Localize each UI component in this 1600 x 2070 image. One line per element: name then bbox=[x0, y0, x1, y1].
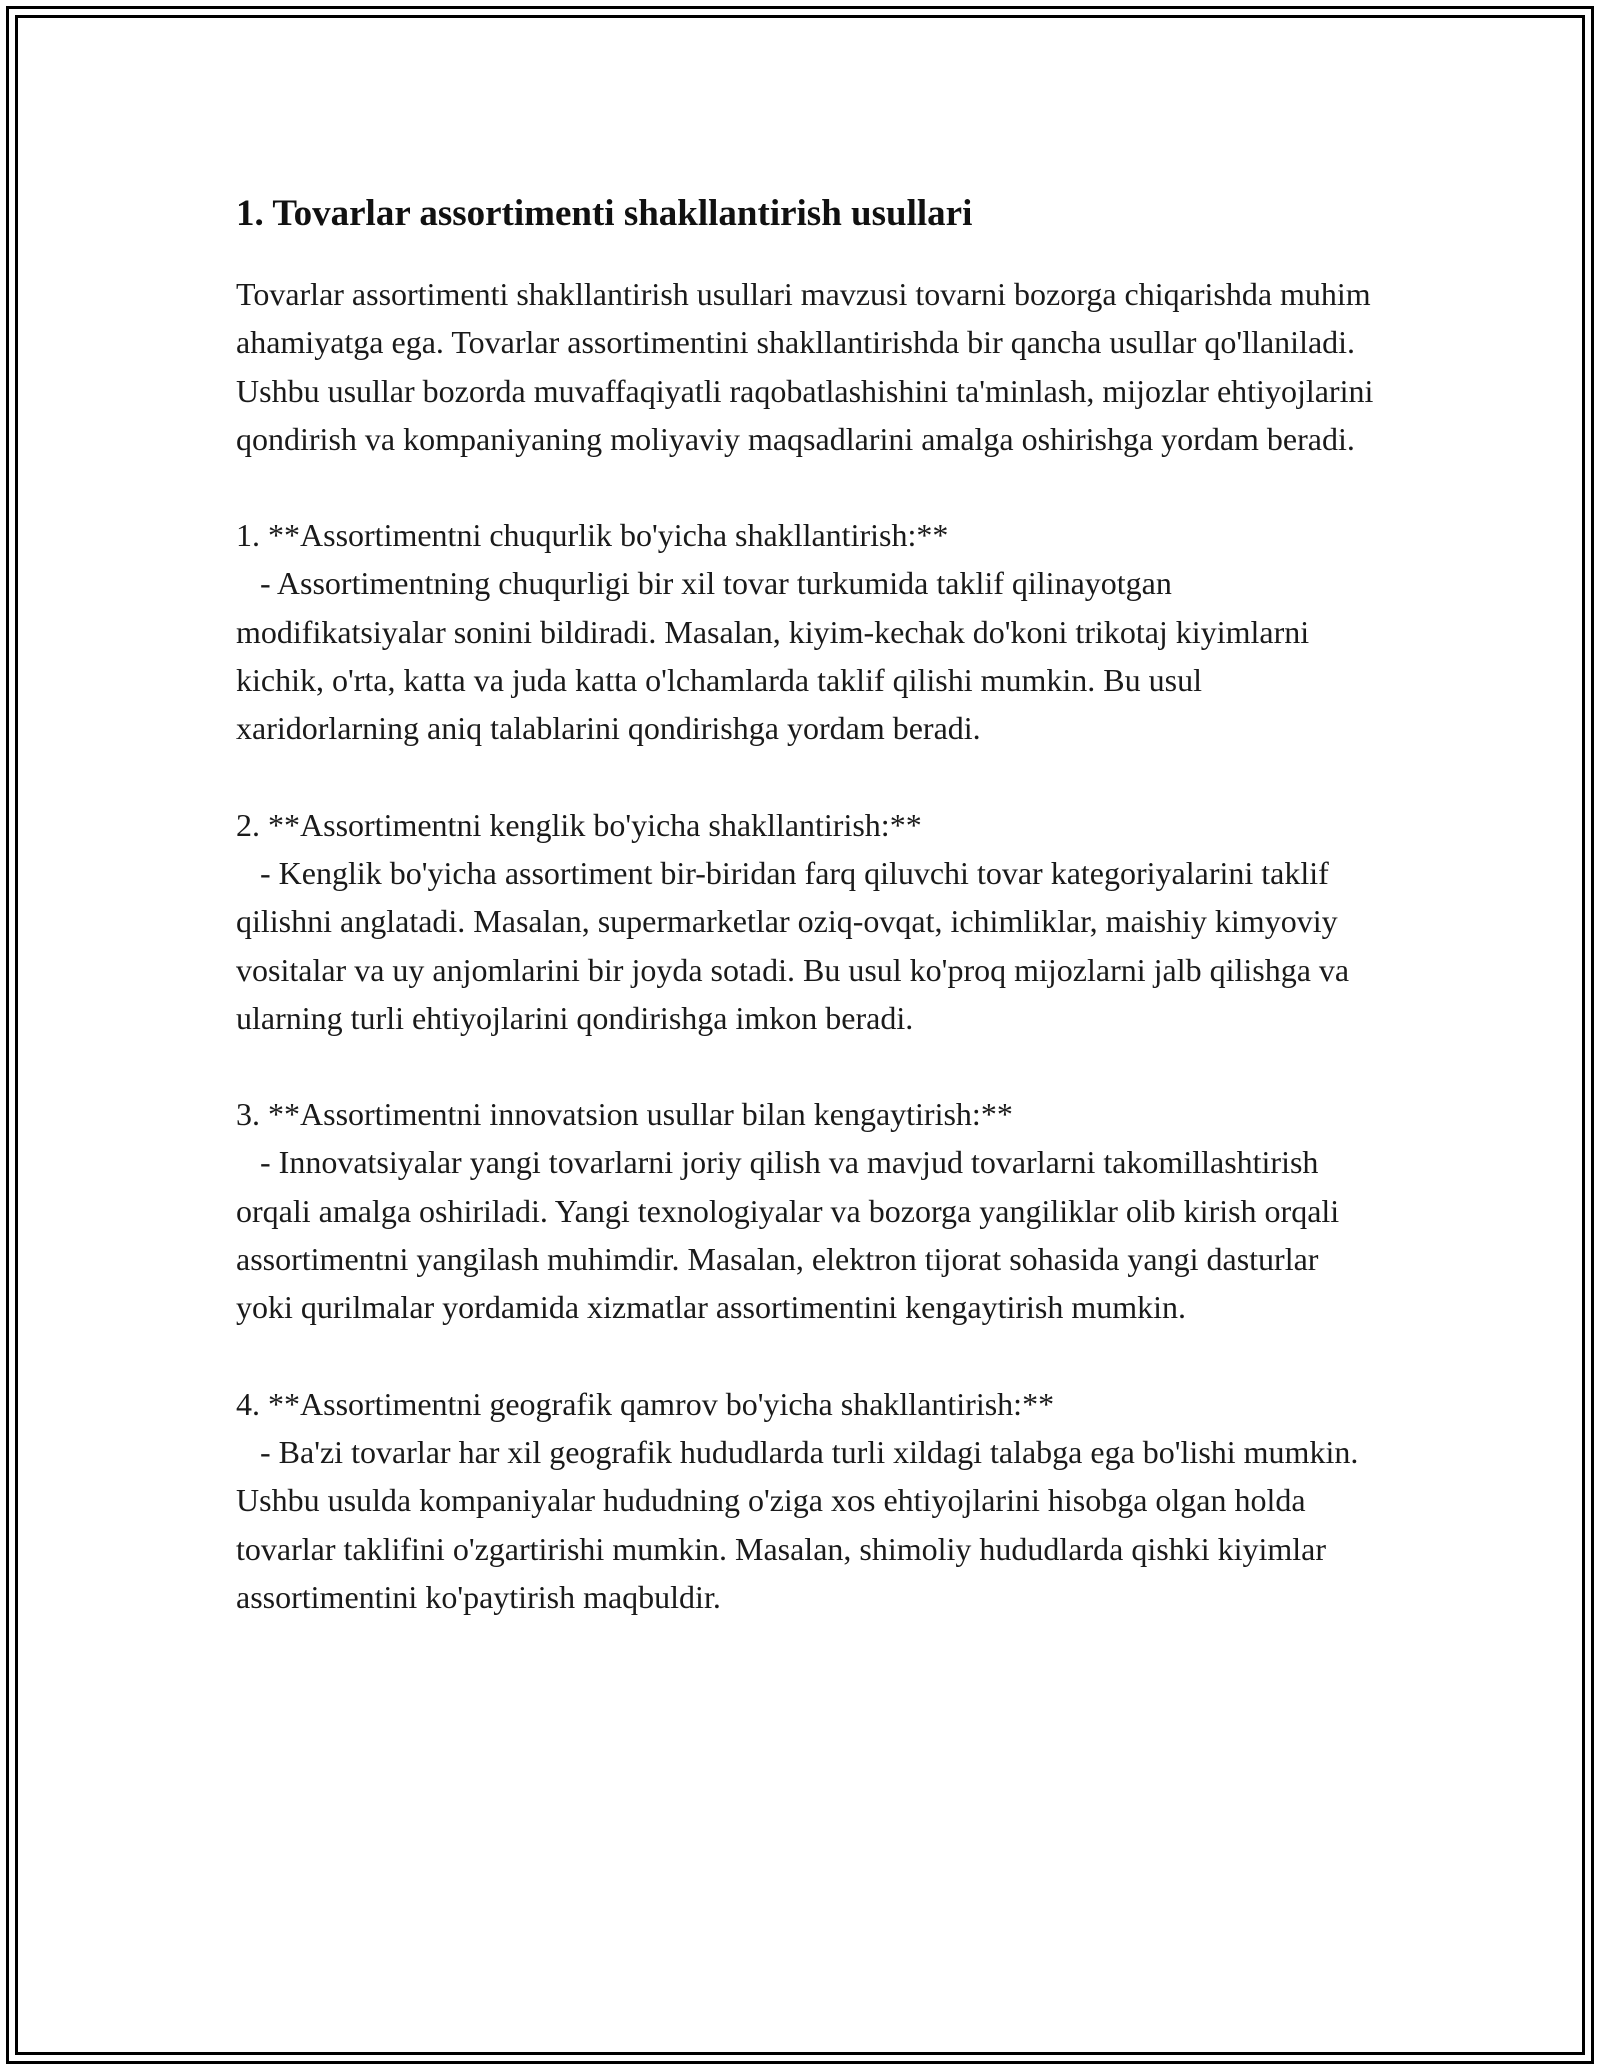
method-width-paragraph: 2. **Assortimentni kenglik bo'yicha shakllantirish:** - Kenglik bo'yicha assortiment bir-biridan farq qiluvchi tovar kategoriyalarini taklif qilishni anglatadi. Masalan, supermarketlar oziq-ovqat, ichimliklar, maishiy kimyoviy vositalar va uy anjomlarini bir joyda sotadi. Bu usul ko'proq mijozlarni jalb qilishga va ularning turli ehtiyojlarini qondirishga imkon beradi. bbox=[236, 806, 1350, 1036]
method-geographic-paragraph: 4. **Assortimentni geografik qamrov bo'yicha shakllantirish:** - Ba'zi tovarlar har xil geografik hududlarda turli xildagi talabga ega bo'lishi mumkin. Ushbu usulda kompaniyalar hududning o'ziga xos ehtiyojlarini hisobga olgan holda tovarlar taklifini o'zgartirishi mumkin. Masalan, shimoliy hududlarda qishki kiyimlar assortimentini ko'paytirish maqbuldir. bbox=[236, 1385, 1359, 1615]
document-title: 1. Tovarlar assortimenti shakllantirish usullari bbox=[236, 193, 973, 234]
method-depth-paragraph: 1. **Assortimentni chuqurlik bo'yicha shakllantirish:** - Assortimentning chuqurligi bir xil tovar turkumida taklif qilinayotgan modifikatsiyalar sonini bildiradi. Masalan, kiyim-kechak do'koni trikotaj kiyimlarni kichik, o'rta, katta va juda katta o'lchamlarda taklif qilishi mumkin. Bu usul xaridorlarning aniq talablarini qondirishga yordam beradi. bbox=[236, 517, 1310, 747]
document-content bbox=[236, 188, 1382, 1621]
method-innovation-paragraph: 3. **Assortimentni innovatsion usullar bilan kengaytirish:** - Innovatsiyalar yangi tovarlarni joriy qilish va mavjud tovarlarni takomillashtirish orqali amalga oshiriladi. Yangi texnologiyalar va bozorga yangiliklar olib kirish orqali assortimentni yangilash muhimdir. Masalan, elektron tijorat sohasida yangi dasturlar yoki qurilmalar yordamida xizmatlar assortimentini kengaytirish mumkin. bbox=[236, 1096, 1340, 1326]
intro-paragraph: Tovarlar assortimenti shakllantirish usullari mavzusi tovarni bozorga chiqarishda muhim ahamiyatga ega. Tovarlar assortimentini shakllantirishda bir qancha usullar qo'llaniladi. Ushbu usullar bozorda muvaffaqiyatli raqobatlashishini ta'minlash, mijozlar ehtiyojlarini qondirish va kompaniyaning moliyaviy maqsadlarini amalga oshirishga yordam beradi. bbox=[236, 276, 1382, 457]
